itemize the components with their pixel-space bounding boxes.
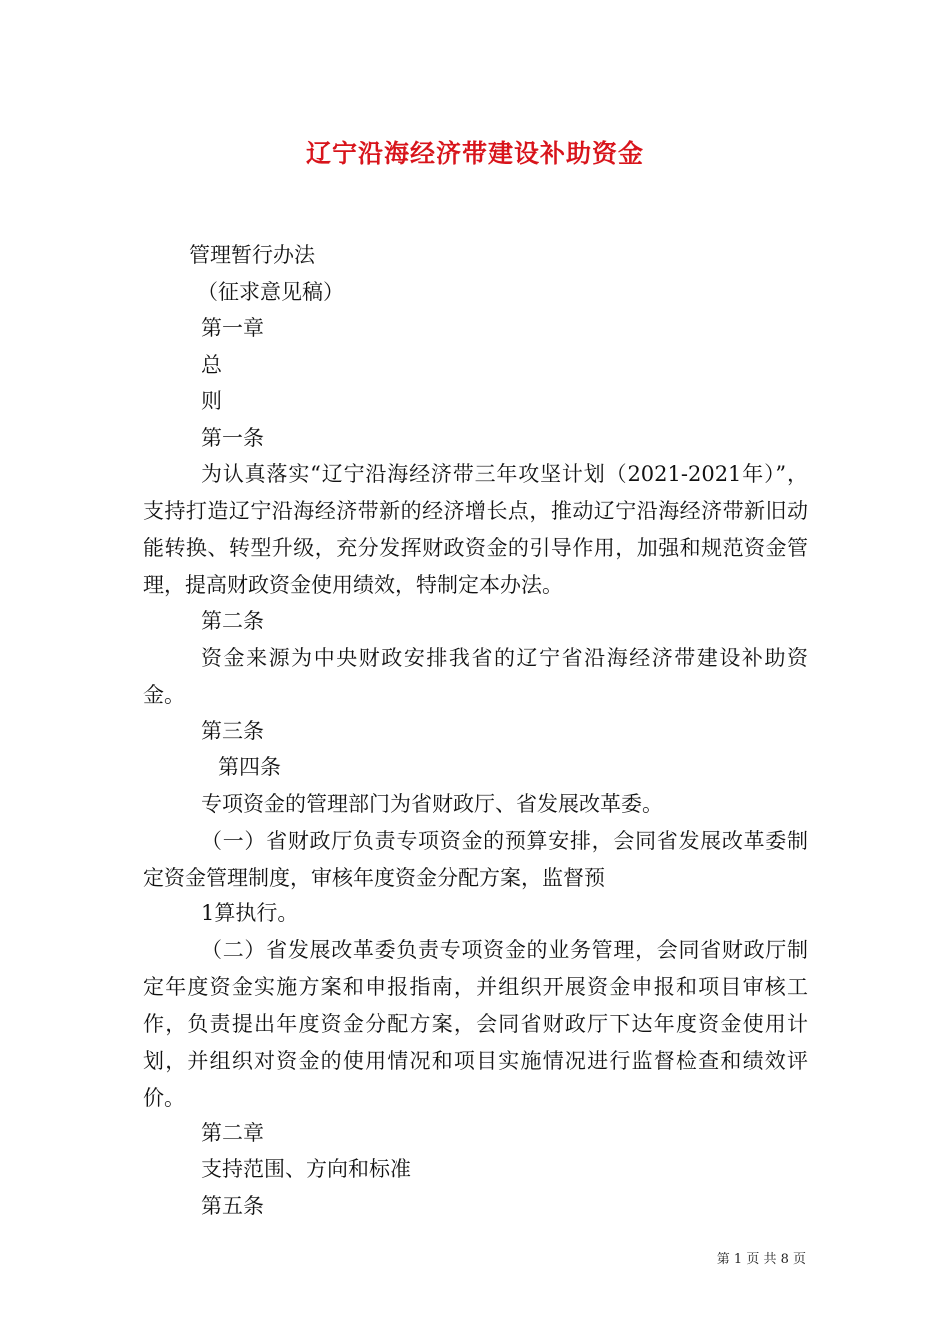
chapter-heading: 第二章: [201, 1121, 264, 1145]
chapter-title: 支持范围、方向和标准: [201, 1157, 411, 1181]
document-title: 辽宁沿海经济带建设补助资金: [305, 139, 644, 168]
text-line: 专项资金的管理部门为省财政厅、省发展改革委。: [201, 792, 663, 816]
page-number: 第 1 页 共 8 页: [716, 1252, 806, 1267]
article-heading: 第一条: [201, 426, 264, 450]
paragraph-item-1: （一）省财政厅负责专项资金的预算安排，会同省发展改革委制定资金管理制度，审核年度资金分配方案，监督预: [143, 829, 808, 890]
draft-note: （征求意见稿）: [197, 280, 344, 304]
article-heading: 第三条: [201, 719, 264, 743]
paragraph-article-2: 资金来源为中央财政安排我省的辽宁省沿海经济带建设补助资金。: [143, 646, 808, 707]
text-line: 1算执行。: [201, 901, 299, 925]
paragraph-item-2: （二）省发展改革委负责专项资金的业务管理，会同省财政厅制定年度资金实施方案和申报指南，并组织开展资金申报和项目审核工作，负责提出年度资金分配方案，会同省财政厅下达年度资金使用计划，并组织对资金的使用情况和项目实施情况进行监督检查和绩效评价。: [143, 938, 808, 1110]
subtitle: 管理暂行办法: [189, 243, 315, 267]
chapter-heading: 第一章: [201, 316, 264, 340]
chapter-title-part: 则: [201, 389, 222, 413]
paragraph-article-1: 为认真落实“辽宁沿海经济带三年攻坚计划（2021-2021年）”，支持打造辽宁沿海经济带新的经济增长点，推动辽宁沿海经济带新旧动能转换、转型升级，充分发挥财政资金的引导作用，加强和规范资金管理，提高财政资金使用绩效，特制定本办法。: [143, 462, 808, 597]
article-heading: 第四条: [218, 755, 281, 779]
chapter-title-part: 总: [201, 353, 222, 377]
article-heading: 第二条: [201, 609, 264, 633]
article-heading: 第五条: [201, 1194, 264, 1218]
